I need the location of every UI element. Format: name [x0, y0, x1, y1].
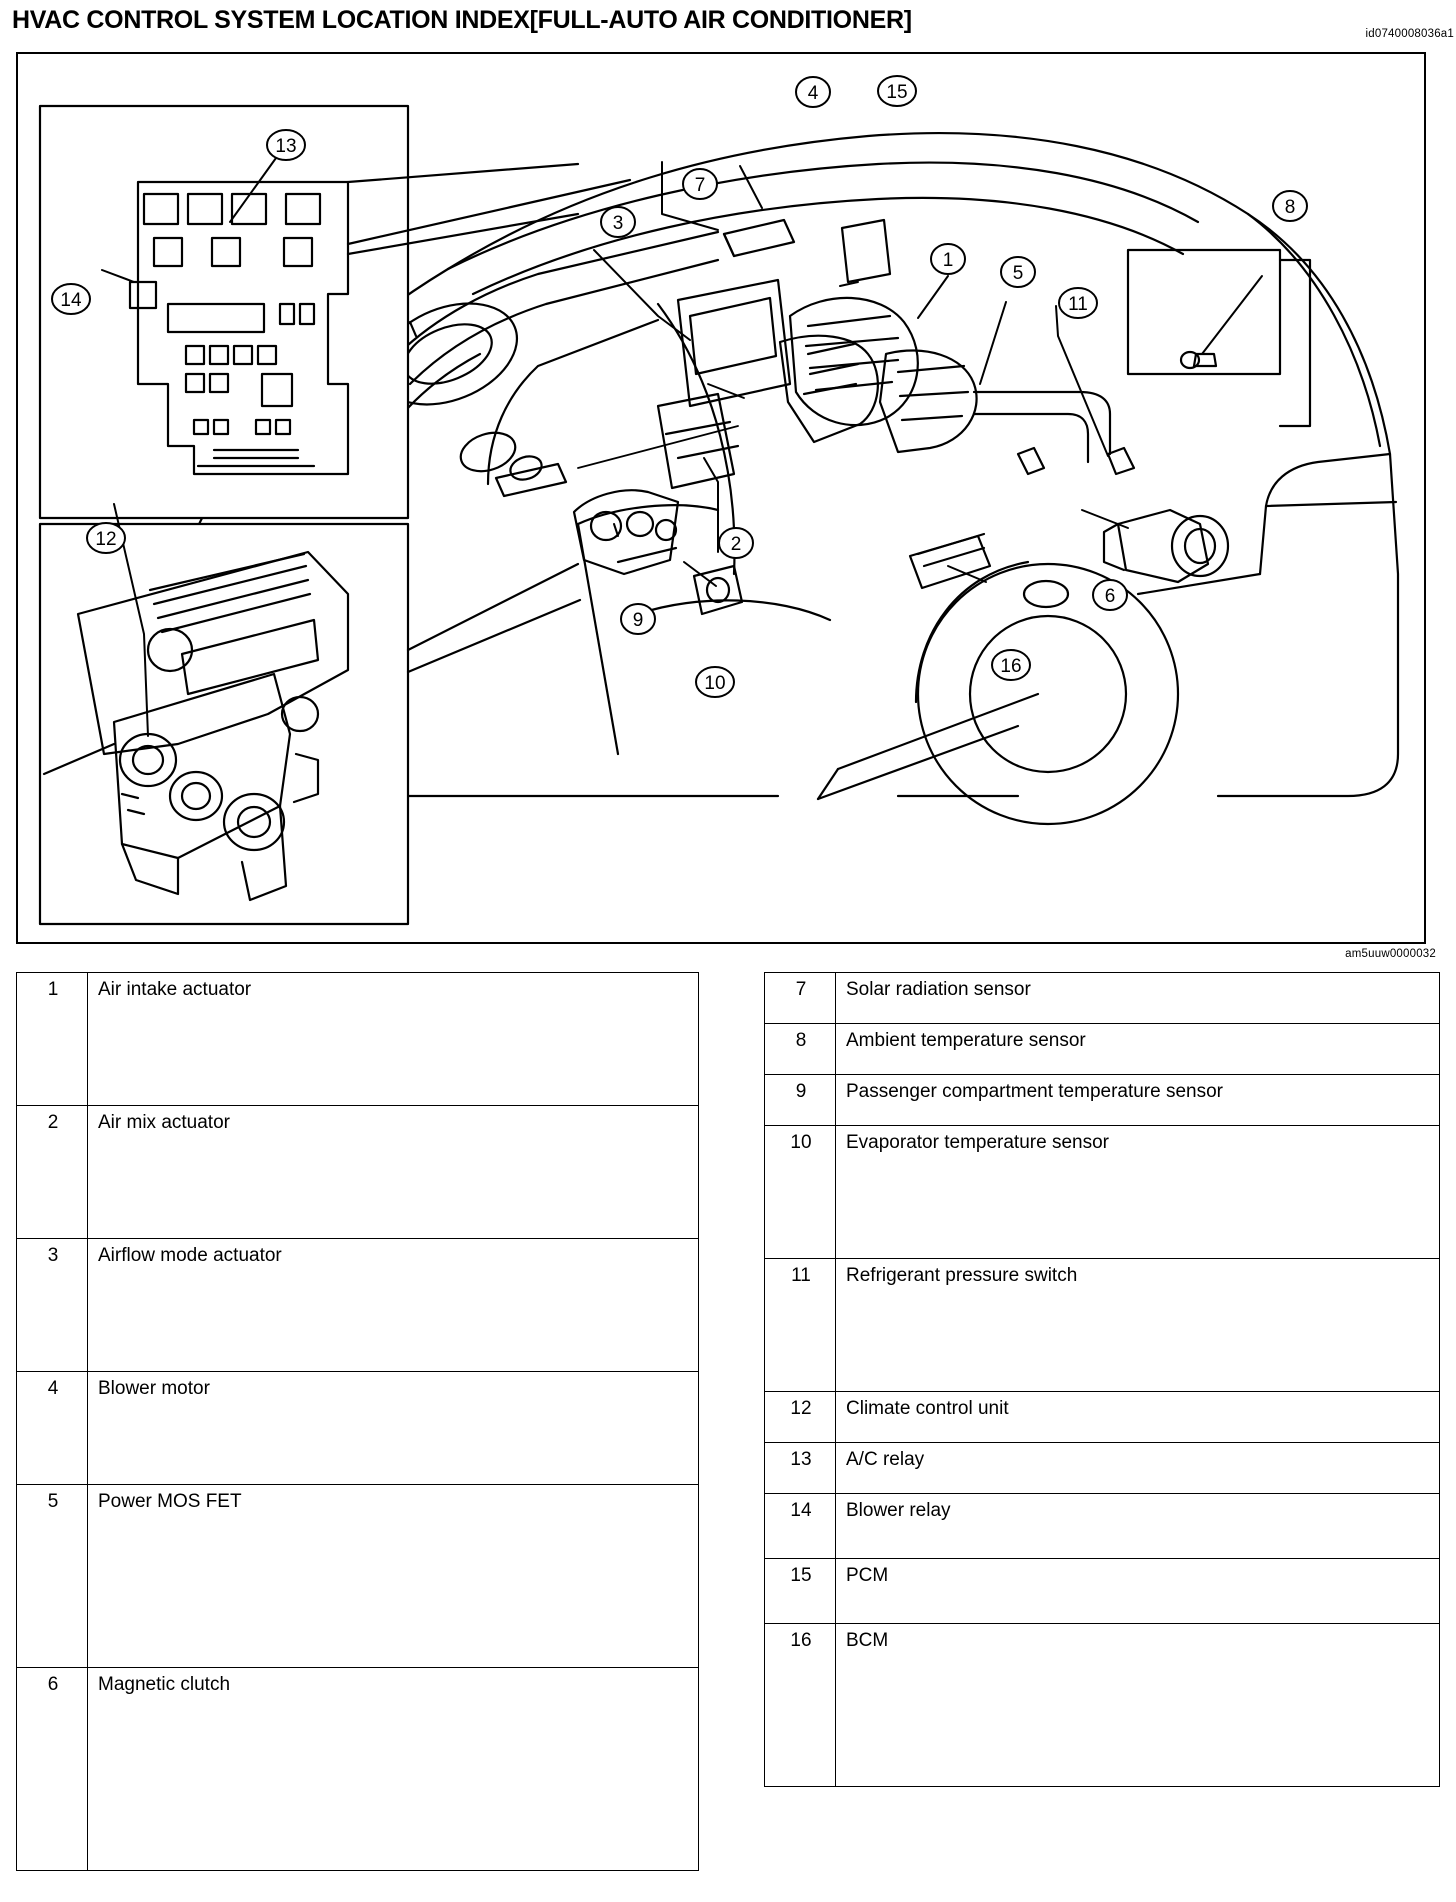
- table-row: [17, 1239, 699, 1372]
- legend-label: Blower motor: [88, 1372, 699, 1485]
- svg-text:6: 6: [1104, 586, 1116, 607]
- table-row: [765, 1075, 1440, 1126]
- svg-text:15: 15: [886, 82, 908, 103]
- vehicle-interior-illustration: [18, 54, 1424, 942]
- callout-4: [796, 77, 830, 107]
- callout-7: [683, 169, 717, 199]
- svg-text:5: 5: [1012, 263, 1024, 284]
- svg-text:14: 14: [60, 290, 82, 311]
- svg-text:11: 11: [1068, 294, 1088, 315]
- svg-text:1: 1: [942, 250, 954, 271]
- callout-6: [1093, 580, 1127, 610]
- svg-text:9: 9: [632, 610, 644, 631]
- callout-12: [87, 523, 125, 553]
- legend-left-body: [17, 973, 699, 1871]
- svg-text:8: 8: [1284, 197, 1296, 218]
- legend-number: 10: [765, 1126, 836, 1259]
- svg-text:7: 7: [694, 175, 706, 196]
- legend-number: 2: [17, 1106, 88, 1239]
- legend-label: Solar radiation sensor: [836, 973, 1440, 1024]
- legend-label: Climate control unit: [836, 1392, 1440, 1443]
- callout-11: [1059, 288, 1097, 318]
- table-row: [765, 1392, 1440, 1443]
- legend-label: Air intake actuator: [88, 973, 699, 1106]
- svg-text:3: 3: [612, 213, 624, 234]
- legend-number: 15: [765, 1559, 836, 1624]
- callout-13: [267, 130, 305, 160]
- callout-9: [621, 604, 655, 634]
- legend-table-left: [16, 972, 699, 1871]
- table-row: [765, 1559, 1440, 1624]
- document-header: [12, 6, 1432, 35]
- legend-number: 13: [765, 1443, 836, 1494]
- table-row: [765, 1259, 1440, 1392]
- svg-text:2: 2: [730, 534, 742, 555]
- document-code-top: id0740008036a1: [1365, 28, 1454, 40]
- table-row: [17, 973, 699, 1106]
- legend-label: Evaporator temperature sensor: [836, 1126, 1440, 1259]
- table-row: [765, 973, 1440, 1024]
- legend-number: 14: [765, 1494, 836, 1559]
- document-code-bottom: am5uuw0000032: [1345, 948, 1436, 960]
- legend-number: 5: [17, 1485, 88, 1668]
- table-row: [765, 1443, 1440, 1494]
- legend-label: Passenger compartment temperature sensor: [836, 1075, 1440, 1126]
- legend-label: A/C relay: [836, 1443, 1440, 1494]
- table-row: [765, 1624, 1440, 1787]
- legend-label: Magnetic clutch: [88, 1668, 699, 1871]
- legend-number: 1: [17, 973, 88, 1106]
- callout-8: [1273, 191, 1307, 221]
- legend-number: 4: [17, 1372, 88, 1485]
- svg-text:16: 16: [1000, 656, 1022, 677]
- callout-10: [696, 667, 734, 697]
- svg-text:13: 13: [275, 136, 297, 157]
- legend-table-right: [764, 972, 1440, 1787]
- legend-number: 3: [17, 1239, 88, 1372]
- page-title: HVAC CONTROL SYSTEM LOCATION INDEX[FULL-AUTO AIR CONDITIONER]: [12, 6, 912, 34]
- legend-number: 11: [765, 1259, 836, 1392]
- callout-2: [719, 528, 753, 558]
- legend-number: 7: [765, 973, 836, 1024]
- table-row: [17, 1106, 699, 1239]
- svg-text:12: 12: [95, 529, 117, 550]
- table-row: [17, 1485, 699, 1668]
- hvac-location-figure: [16, 52, 1426, 944]
- legend-label: Refrigerant pressure switch: [836, 1259, 1440, 1392]
- legend-number: 8: [765, 1024, 836, 1075]
- callout-16: [992, 650, 1030, 680]
- svg-text:4: 4: [807, 83, 819, 104]
- table-row: [17, 1372, 699, 1485]
- table-row: [765, 1024, 1440, 1075]
- legend-label: Ambient temperature sensor: [836, 1024, 1440, 1075]
- legend-number: 6: [17, 1668, 88, 1871]
- legend-number: 16: [765, 1624, 836, 1787]
- legend-label: Blower relay: [836, 1494, 1440, 1559]
- legend-label: Power MOS FET: [88, 1485, 699, 1668]
- callout-3: [601, 207, 635, 237]
- svg-text:10: 10: [704, 673, 726, 694]
- legend-label: BCM: [836, 1624, 1440, 1787]
- legend-label: PCM: [836, 1559, 1440, 1624]
- callout-5: [1001, 257, 1035, 287]
- callout-14: [52, 284, 90, 314]
- legend-label: Air mix actuator: [88, 1106, 699, 1239]
- table-row: [765, 1126, 1440, 1259]
- callout-15: [878, 76, 916, 106]
- legend-right-body: [765, 973, 1440, 1787]
- legend-number: 9: [765, 1075, 836, 1126]
- table-row: [765, 1494, 1440, 1559]
- legend-label: Airflow mode actuator: [88, 1239, 699, 1372]
- legend-number: 12: [765, 1392, 836, 1443]
- table-row: [17, 1668, 699, 1871]
- callout-1: [931, 244, 965, 274]
